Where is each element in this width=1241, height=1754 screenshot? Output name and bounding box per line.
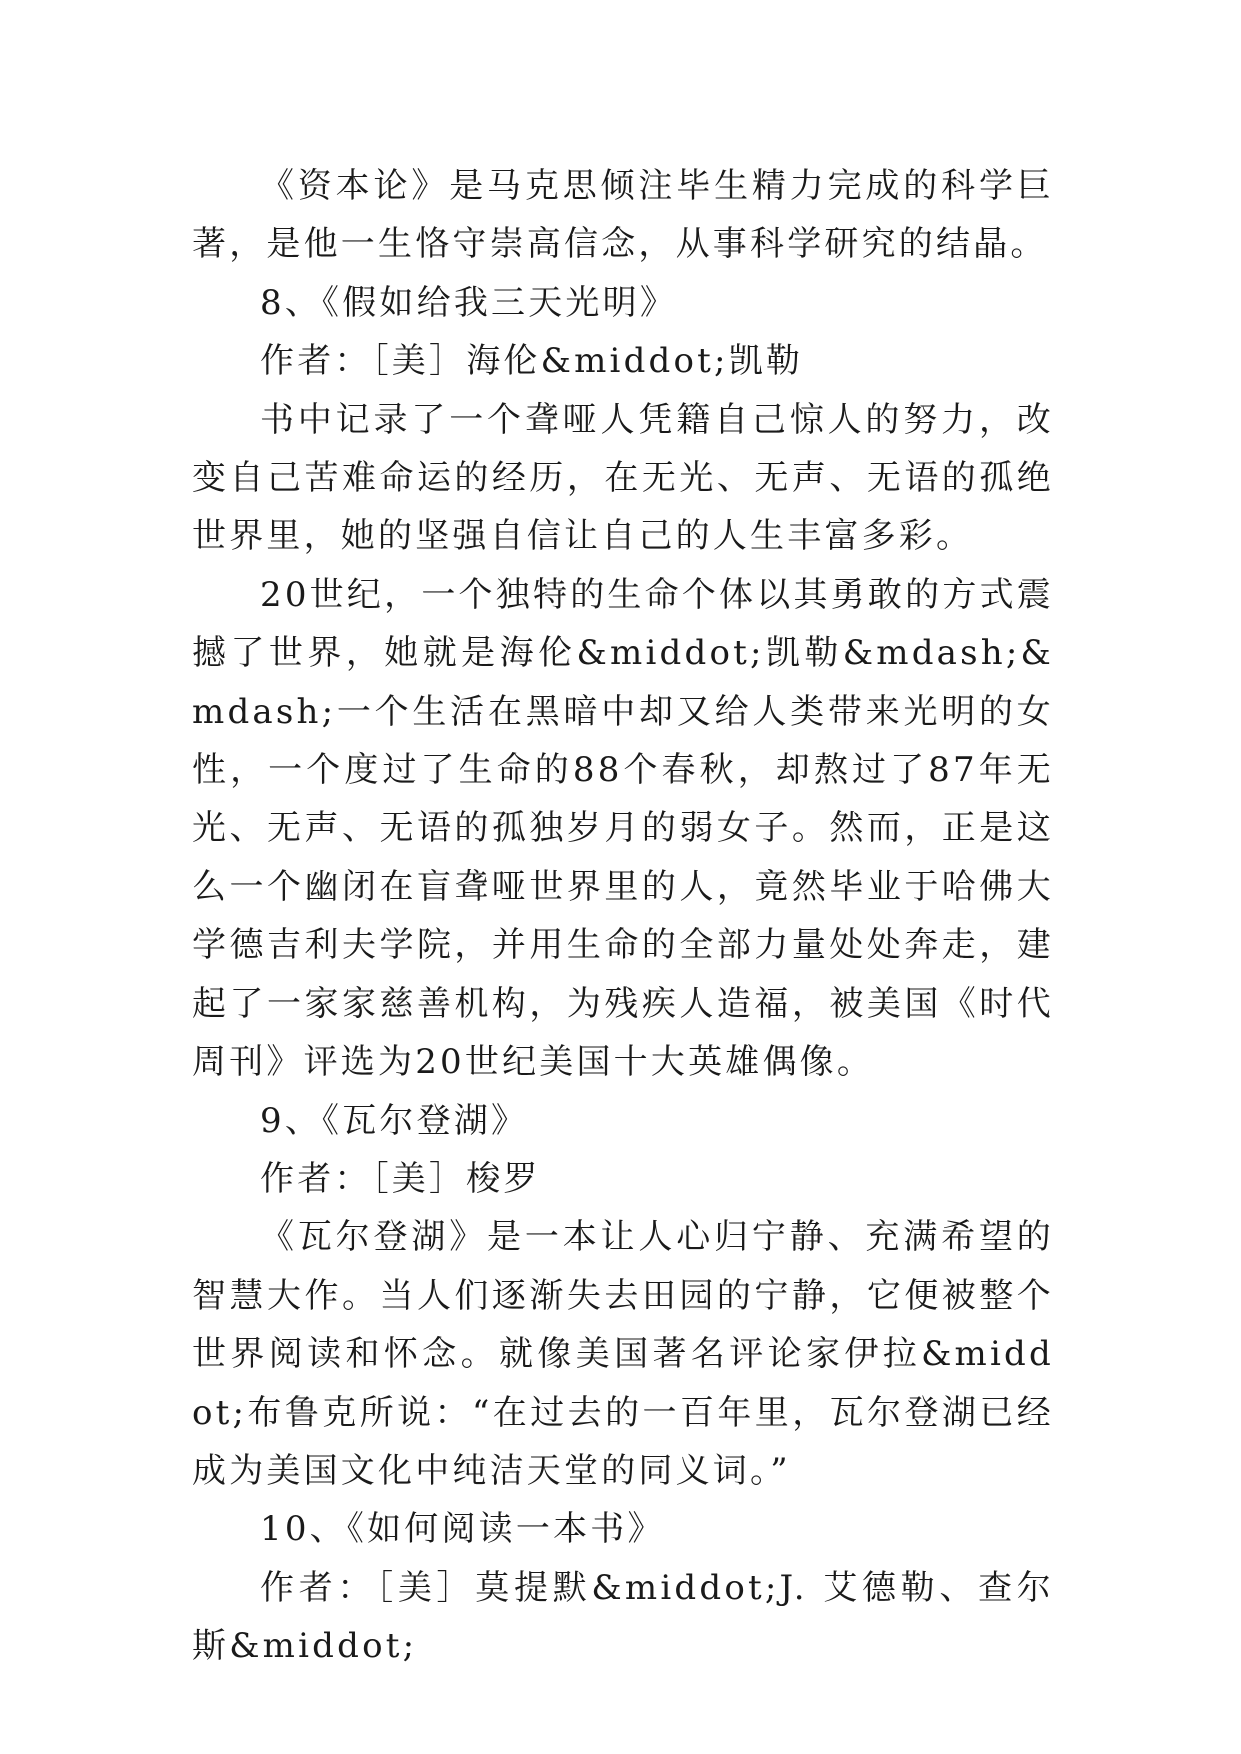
paragraph-book-9-summary: 《瓦尔登湖》是一本让人心归宁静、充满希望的智慧大作。当人们逐渐失去田园的宁静，它便被整个世界阅读和怀念。就像美国著名评论家伊拉&middot;布鲁克所说：“在过去的一百年里，瓦尔登湖已经成为美国文化中纯洁天堂的同义词。” xyxy=(192,1217,1054,1491)
paragraph-capital-summary: 《资本论》是马克思倾注毕生精力完成的科学巨著，是他一生恪守崇高信念，从事科学研究的结晶。 xyxy=(192,166,1054,265)
author-line-8: 作者：［美］海伦&middot;凯勒 xyxy=(260,341,804,382)
paragraph-book-8-summary: 书中记录了一个聋哑人凭籍自己惊人的努力，改变自己苦难命运的经历，在无光、无声、无语的孤绝世界里，她的坚强自信让自己的人生丰富多彩。 xyxy=(192,399,1054,557)
book-heading-9: 9、《瓦尔登湖》 xyxy=(260,1100,529,1141)
paragraph-book-8-detail: 20世纪，一个独特的生命个体以其勇敢的方式震撼了世界，她就是海伦&middot;凯勒&mdash;&mdash;一个生活在黑暗中却又给人类带来光明的女性，一个度过了生命的88个春秋，却熬过了87年无光、无声、无语的孤独岁月的弱女子。然而，正是这么一个幽闭在盲聋哑世界里的人，竟然毕业于哈佛大学德吉利夫学院，并用生命的全部力量处处奔走，建起了一家家慈善机构，为残疾人造福，被美国《时代周刊》评选为20世纪美国十大英雄偶像。 xyxy=(192,574,1054,1083)
author-line-10: 作者：［美］莫提默&middot;J. 艾德勒、查尔斯&middot; xyxy=(192,1567,1054,1667)
document-body xyxy=(192,157,1054,1676)
book-heading-8: 8、《假如给我三天光明》 xyxy=(260,282,678,323)
book-heading-10: 10、《如何阅读一本书》 xyxy=(260,1509,665,1550)
author-line-9: 作者：［美］梭罗 xyxy=(260,1158,541,1199)
